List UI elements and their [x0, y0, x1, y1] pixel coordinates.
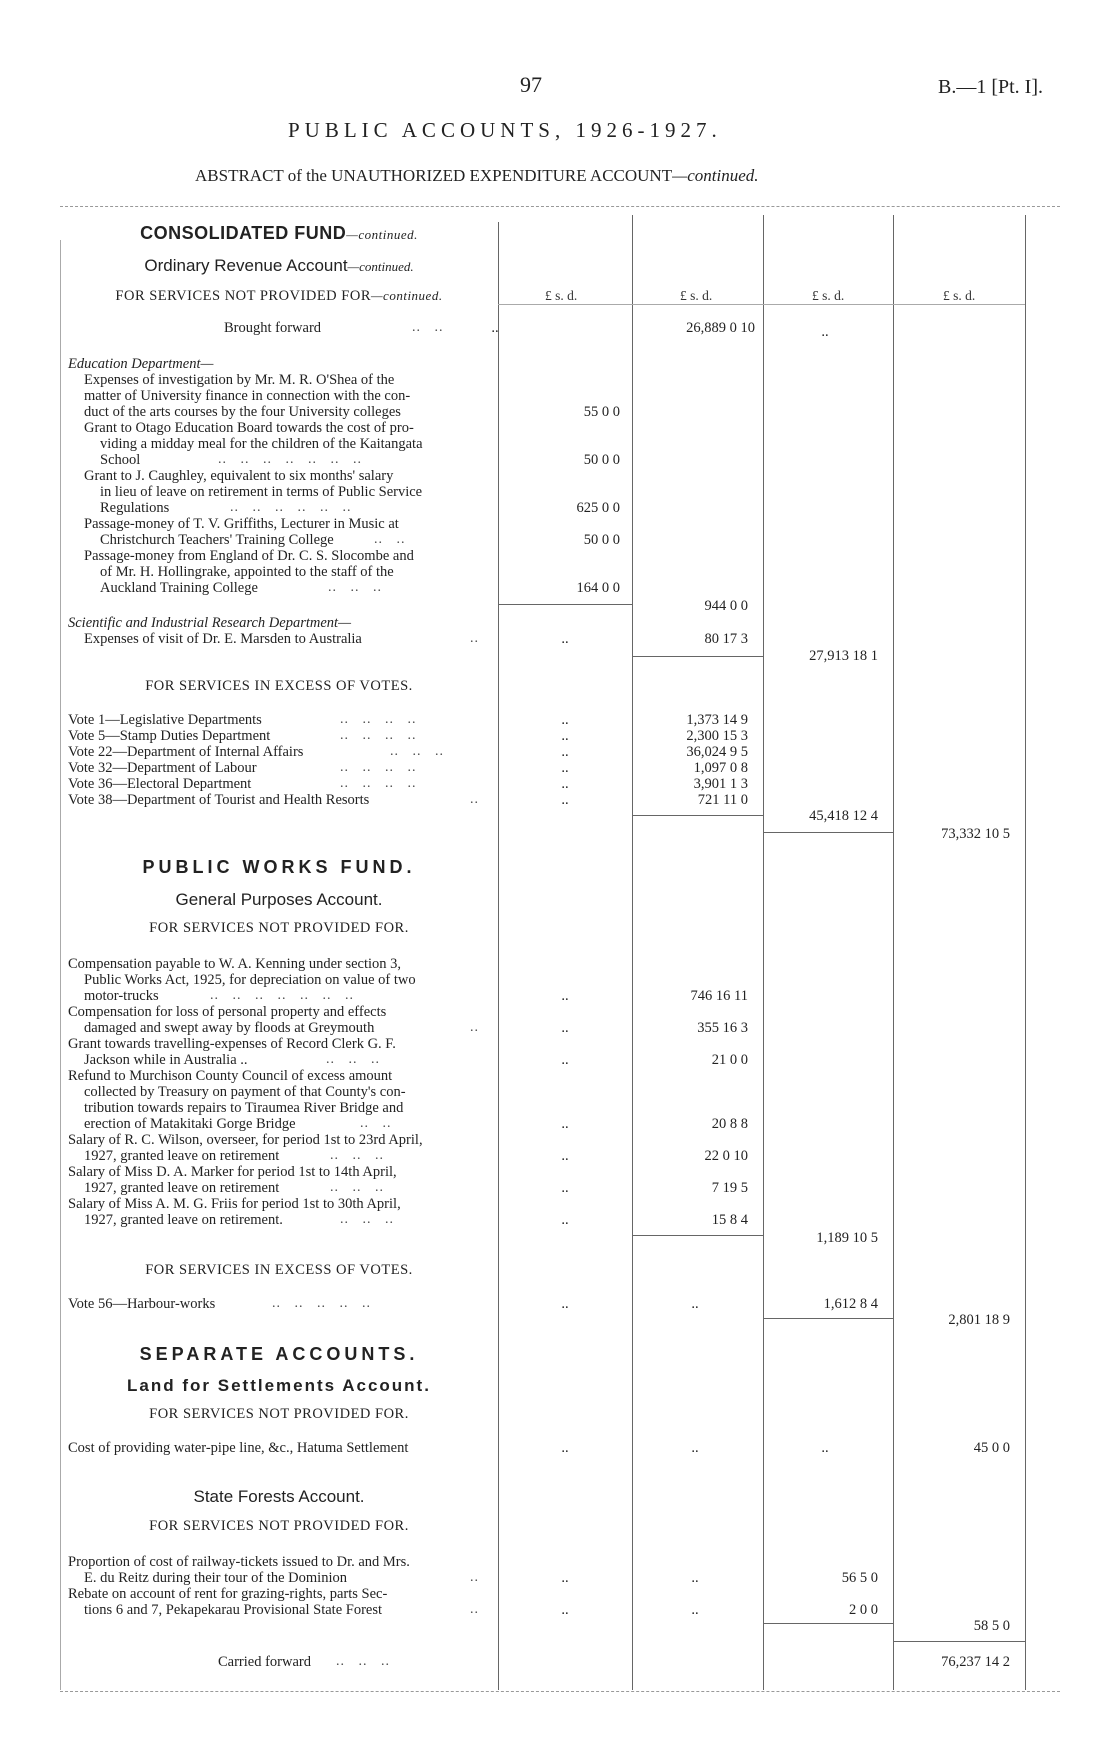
leader-dots: .. .. .. .. .. .. ..	[210, 988, 354, 1003]
page-number: 97	[520, 72, 542, 97]
forest-col2: ..	[691, 1570, 699, 1586]
pw-not-provided-total: 1,189 10 5	[816, 1230, 878, 1246]
pw-line: Public Works Act, 1925, for depreciation on value of two	[84, 972, 416, 988]
forest-amount: 2 0 0	[849, 1602, 878, 1618]
edu-amount: 55 0 0	[583, 404, 620, 420]
carried-forward-label: Carried forward	[218, 1654, 311, 1670]
subtitle-main: ABSTRACT of the UNAUTHORIZED EXPENDITURE ACCOUNT	[195, 166, 673, 185]
vote-amount: 2,300 15 3	[686, 728, 748, 744]
forest-line: E. du Reitz during their tour of the Dominion	[84, 1570, 347, 1586]
leader-dots: .. .. ..	[340, 1212, 394, 1227]
edu-amount: 50 0 0	[583, 452, 620, 468]
pw-col1: ..	[561, 1116, 569, 1132]
pw-amount: 15 8 4	[711, 1212, 748, 1228]
pw-line: Compensation for loss of personal property and effects	[68, 1004, 387, 1020]
public-works-services-heading: FOR SERVICES NOT PROVIDED FOR.	[149, 920, 409, 936]
pw-line: Salary of R. C. Wilson, overseer, for period 1st to 23rd April,	[68, 1132, 423, 1148]
land-amount: 45 0 0	[973, 1440, 1010, 1456]
edu-line: Passage-money of T. V. Griffiths, Lecturer in Music at	[84, 516, 399, 532]
leader-dots: .. ..	[360, 1116, 392, 1131]
pw-line: tribution towards repairs to Tiraumea River Bridge and	[84, 1100, 404, 1116]
forest-total: 58 5 0	[973, 1618, 1010, 1634]
consolidated-title-cont: —continued.	[346, 227, 418, 242]
forest-line: tions 6 and 7, Pekapekarau Provisional State Forest	[84, 1602, 383, 1618]
leader-dots: ..	[470, 631, 479, 646]
leader-dots: ..	[470, 1602, 479, 1617]
column-rule-1	[498, 222, 499, 1690]
vote-amount: 1,373 14 9	[686, 712, 748, 728]
leader-dots: .. .. .. ..	[340, 712, 417, 727]
document-reference: B.—1 [Pt. I].	[938, 76, 1043, 98]
pw-col1: ..	[561, 1052, 569, 1068]
leader-dots: .. .. .. .. ..	[272, 1296, 371, 1311]
vote-col1: ..	[561, 712, 569, 728]
services-heading	[60, 288, 498, 305]
pw-excess-votes-heading: FOR SERVICES IN EXCESS OF VOTES.	[145, 1262, 413, 1278]
subsection-heading-general-purposes: General Purposes Account.	[175, 890, 383, 909]
leader-dots: .. .. .. ..	[340, 760, 417, 775]
column-rule-5	[1025, 215, 1026, 1690]
vote-label: Vote 1—Legislative Departments	[68, 712, 262, 728]
land-services-heading: FOR SERVICES NOT PROVIDED FOR.	[149, 1406, 409, 1422]
forest-amount: 56 5 0	[841, 1570, 878, 1586]
vote-label: Vote 32—Department of Labour	[68, 760, 257, 776]
vote-col1: ..	[561, 744, 569, 760]
vote-amount: 36,024 9 5	[686, 744, 748, 760]
edu-line: Christchurch Teachers' Training College	[100, 532, 334, 548]
column-head-3: £ s. d.	[812, 288, 845, 303]
forest-line: Proportion of cost of railway-tickets issued to Dr. and Mrs.	[68, 1554, 410, 1570]
column-head-1: £ s. d.	[545, 288, 578, 303]
pw-amount: 22 0 10	[704, 1148, 748, 1164]
vote56-amount: 1,612 8 4	[823, 1296, 878, 1312]
edu-line: matter of University finance in connection with the con-	[84, 388, 411, 404]
pw-line: Jackson while in Australia ..	[84, 1052, 248, 1068]
brought-forward-col1: ..	[491, 320, 499, 336]
pw-line: Grant towards travelling-expenses of Record Clerk G. F.	[68, 1036, 396, 1052]
subtitle-continued: —continued.	[672, 166, 759, 185]
pw-line: erection of Matakitaki Gorge Bridge	[84, 1116, 296, 1132]
land-line: Cost of providing water-pipe line, &c., Hatuma Settlement	[68, 1440, 409, 1456]
pw-line: damaged and swept away by floods at Greymouth	[84, 1020, 375, 1036]
left-rule	[60, 240, 61, 1690]
pw-amount: 746 16 11	[690, 988, 748, 1004]
edu-amount: 625 0 0	[576, 500, 620, 516]
pw-col1: ..	[561, 1212, 569, 1228]
pw-amount: 7 19 5	[711, 1180, 748, 1196]
leader-dots: .. ..	[374, 532, 406, 547]
forest-line: Rebate on account of rent for grazing-rights, parts Sec-	[68, 1586, 388, 1602]
excess-votes-heading: FOR SERVICES IN EXCESS OF VOTES.	[145, 678, 413, 694]
services-heading-cont: —continued.	[371, 288, 443, 303]
consolidated-excess-total: 45,418 12 4	[809, 808, 878, 824]
pw-line: Salary of Miss A. M. G. Friis for period 1st to 30th April,	[68, 1196, 401, 1212]
services-heading-text: FOR SERVICES NOT PROVIDED FOR	[115, 288, 371, 304]
edu-line: of Mr. H. Hollingrake, appointed to the staff of the	[100, 564, 394, 580]
forest-col1: ..	[561, 1570, 569, 1586]
leader-dots: .. .. .. ..	[340, 728, 417, 743]
section-heading-consolidated	[60, 223, 498, 244]
edu-line: Auckland Training College	[100, 580, 258, 596]
pw-line: 1927, granted leave on retirement	[84, 1180, 280, 1196]
leader-dots: ..	[470, 1020, 479, 1035]
pw-line: 1927, granted leave on retirement	[84, 1148, 280, 1164]
scientific-col1: ..	[561, 631, 569, 647]
column-head-2: £ s. d.	[680, 288, 713, 303]
leader-dots: ..	[470, 792, 479, 807]
vote-col1: ..	[561, 760, 569, 776]
consolidated-not-provided-total: 27,913 18 1	[809, 648, 878, 664]
pw-line: Compensation payable to W. A. Kenning under section 3,	[68, 956, 402, 972]
edu-amount: 50 0 0	[583, 532, 620, 548]
section-heading-public-works: PUBLIC WORKS FUND.	[142, 857, 416, 877]
vote56-col1: ..	[561, 1296, 569, 1312]
vote-label: Vote 36—Electoral Department	[68, 776, 252, 792]
leader-dots: .. .. ..	[336, 1654, 390, 1669]
pw-col1: ..	[561, 1180, 569, 1196]
vote-col1: ..	[561, 728, 569, 744]
subsection-heading-ordinary-revenue	[60, 256, 498, 276]
land-col3: ..	[821, 1440, 829, 1456]
bottom-rule	[60, 1691, 1060, 1692]
pw-amount: 355 16 3	[697, 1020, 748, 1036]
education-dept-heading: Education Department—	[68, 356, 214, 372]
column-rule-2	[632, 215, 633, 1690]
pw-line: Salary of Miss D. A. Marker for period 1st to 14th April,	[68, 1164, 397, 1180]
subsection-heading-land-settlements: Land for Settlements Account.	[127, 1376, 431, 1395]
pw-col1: ..	[561, 988, 569, 1004]
carried-forward-amount: 76,237 14 2	[941, 1654, 1010, 1670]
brought-forward-col3: ..	[821, 324, 829, 340]
pw-line: 1927, granted leave on retirement.	[84, 1212, 283, 1228]
edu-line: in lieu of leave on retirement in terms of Public Service	[100, 484, 423, 500]
brought-forward-amount: 26,889 0 10	[686, 320, 755, 336]
section-heading-separate-accounts: SEPARATE ACCOUNTS.	[139, 1344, 419, 1364]
ordinary-revenue-title: Ordinary Revenue Account	[144, 256, 348, 275]
pw-col1: ..	[561, 1148, 569, 1164]
ordinary-revenue-cont: —continued.	[347, 259, 414, 274]
edu-line: Passage-money from England of Dr. C. S. Slocombe and	[84, 548, 414, 564]
leader-dots: .. .. ..	[330, 1148, 384, 1163]
leader-dots: .. .. ..	[390, 744, 444, 759]
edu-line: Grant to J. Caughley, equivalent to six months' salary	[84, 468, 394, 484]
vote56-label: Vote 56—Harbour-works	[68, 1296, 216, 1312]
page-subtitle	[195, 166, 759, 186]
scientific-line: Expenses of visit of Dr. E. Marsden to Australia	[84, 631, 362, 647]
leader-dots: .. .. ..	[326, 1052, 380, 1067]
pw-amount: 21 0 0	[711, 1052, 748, 1068]
edu-line: duct of the arts courses by the four University colleges	[84, 404, 401, 420]
leader-dots: .. .. ..	[330, 1180, 384, 1195]
subsection-heading-state-forests: State Forests Account.	[193, 1487, 365, 1506]
page-title: PUBLIC ACCOUNTS, 1926-1927.	[288, 118, 722, 142]
vote-label: Vote 5—Stamp Duties Department	[68, 728, 271, 744]
pw-fund-total: 2,801 18 9	[948, 1312, 1010, 1328]
forest-col2: ..	[691, 1602, 699, 1618]
heading-rule	[498, 304, 1025, 305]
land-col2: ..	[691, 1440, 699, 1456]
edu-line: Expenses of investigation by Mr. M. R. O'Shea of the	[84, 372, 395, 388]
leader-dots: .. ..	[412, 320, 444, 335]
vote-label: Vote 38—Department of Tourist and Health Resorts	[68, 792, 370, 808]
forests-services-heading: FOR SERVICES NOT PROVIDED FOR.	[149, 1518, 409, 1534]
vote-label: Vote 22—Department of Internal Affairs	[68, 744, 304, 760]
vote-col1: ..	[561, 792, 569, 808]
pw-amount: 20 8 8	[711, 1116, 748, 1132]
column-rule-3	[763, 215, 764, 1690]
brought-forward-label: Brought forward	[224, 320, 322, 336]
column-head-4: £ s. d.	[943, 288, 976, 303]
pw-col1: ..	[561, 1020, 569, 1036]
vote-col1: ..	[561, 776, 569, 792]
vote-amount: 1,097 0 8	[693, 760, 748, 776]
consolidated-fund-total: 73,332 10 5	[941, 826, 1010, 842]
pw-line: Refund to Murchison County Council of excess amount	[68, 1068, 393, 1084]
edu-line: Regulations	[100, 500, 170, 516]
pw-line: collected by Treasury on payment of that County's con-	[84, 1084, 406, 1100]
scientific-dept-heading: Scientific and Industrial Research Department—	[68, 615, 351, 631]
leader-dots: .. .. ..	[328, 580, 382, 595]
vote56-col2: ..	[691, 1296, 699, 1312]
column-rule-4	[893, 215, 894, 1690]
edu-total: 944 0 0	[704, 598, 748, 614]
leader-dots: .. .. .. .. .. .. ..	[218, 452, 362, 467]
leader-dots: .. .. .. ..	[340, 776, 417, 791]
edu-line: viding a midday meal for the children of the Kaitangata	[100, 436, 423, 452]
edu-line: Grant to Otago Education Board towards the cost of pro-	[84, 420, 414, 436]
edu-amount: 164 0 0	[576, 580, 620, 596]
top-rule	[60, 206, 1060, 207]
consolidated-title: CONSOLIDATED FUND	[140, 223, 347, 243]
leader-dots: ..	[470, 1570, 479, 1585]
leader-dots: .. .. .. .. .. ..	[230, 500, 352, 515]
pw-line: motor-trucks	[84, 988, 159, 1004]
total-rule	[893, 1641, 1025, 1642]
land-col1: ..	[561, 1440, 569, 1456]
forest-col1: ..	[561, 1602, 569, 1618]
edu-line: School	[100, 452, 141, 468]
vote-amount: 721 11 0	[697, 792, 748, 808]
vote-amount: 3,901 1 3	[693, 776, 748, 792]
scientific-amount: 80 17 3	[704, 631, 748, 647]
